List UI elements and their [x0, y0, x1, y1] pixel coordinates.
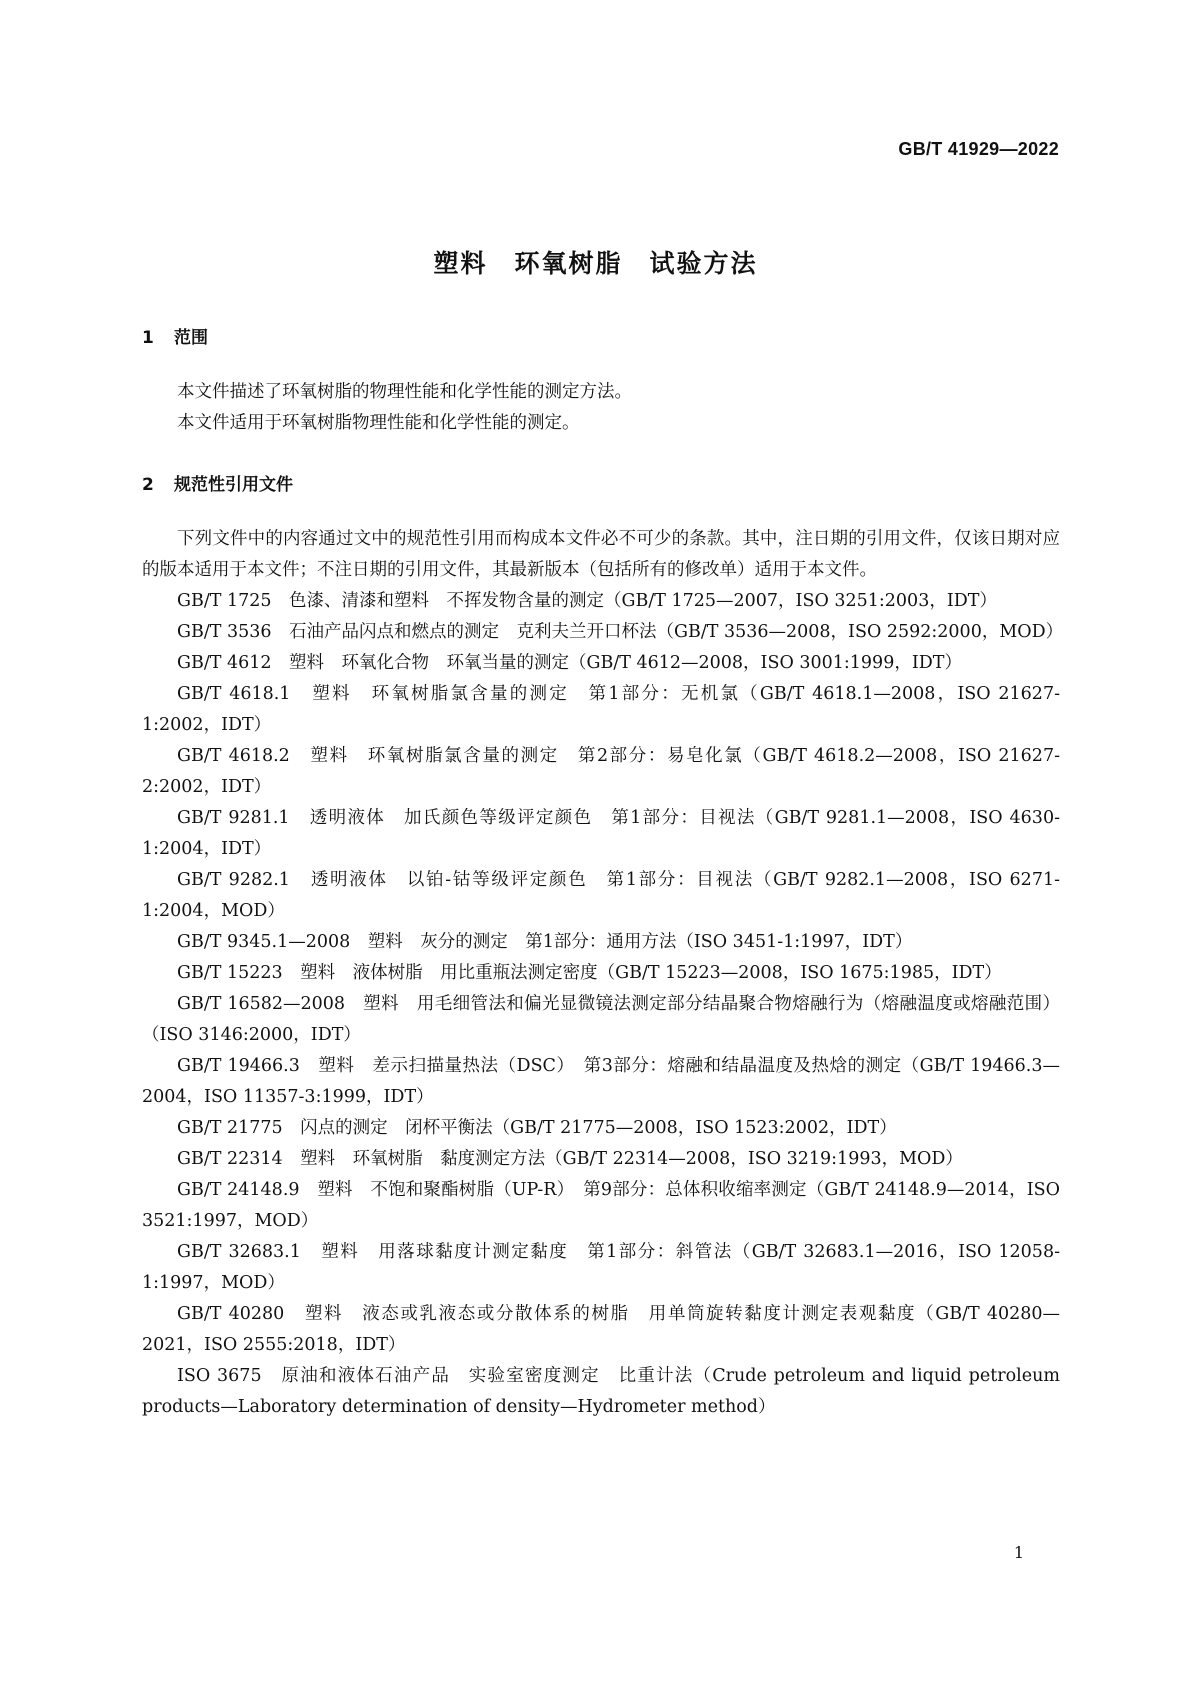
section-title: 规范性引用文件 — [174, 475, 293, 495]
section-title: 范围 — [174, 328, 208, 348]
reference-item: GB/T 16582—2008 塑料 用毛细管法和偏光显微镜法测定部分结晶聚合物熔融行为（熔融温度或熔融范围）（ISO 3146:2000，IDT） — [142, 994, 1060, 1045]
reference-list — [142, 586, 1064, 1423]
section-number: 1 — [142, 328, 154, 348]
reference-item: GB/T 24148.9 塑料 不饱和聚酯树脂（UP-R） 第9部分：总体积收缩率测定（GB/T 24148.9—2014，ISO 3521:1997，MOD） — [142, 1180, 1060, 1231]
reference-item: GB/T 19466.3 塑料 差示扫描量热法（DSC） 第3部分：熔融和结晶温度及热焓的测定（GB/T 19466.3—2004，ISO 11357-3:1999，IDT） — [142, 1056, 1060, 1107]
reference-item: GB/T 4618.1 塑料 环氧树脂氯含量的测定 第1部分：无机氯（GB/T 4618.1—2008，ISO 21627-1:2002，IDT） — [142, 684, 1060, 735]
reference-item: GB/T 1725 色漆、清漆和塑料 不挥发物含量的测定（GB/T 1725—2007，ISO 3251:2003，IDT） — [177, 591, 997, 611]
paragraph: 本文件描述了环氧树脂的物理性能和化学性能的测定方法。 — [177, 382, 632, 402]
reference-item: GB/T 22314 塑料 环氧树脂 黏度测定方法（GB/T 22314—2008，ISO 3219:1993，MOD） — [177, 1149, 963, 1169]
standard-number: GB/T 41929—2022 — [898, 139, 1059, 159]
reference-item: GB/T 9281.1 透明液体 加氏颜色等级评定颜色 第1部分：目视法（GB/T 9281.1—2008，ISO 4630-1:2004，IDT） — [142, 808, 1060, 859]
paragraph: 本文件适用于环氧树脂物理性能和化学性能的测定。 — [177, 413, 580, 433]
reference-item: GB/T 9282.1 透明液体 以铂-钴等级评定颜色 第1部分：目视法（GB/T 9282.1—2008，ISO 6271-1:2004，MOD） — [142, 870, 1060, 921]
reference-item: GB/T 4618.2 塑料 环氧树脂氯含量的测定 第2部分：易皂化氯（GB/T 4618.2—2008，ISO 21627-2:2002，IDT） — [142, 746, 1060, 797]
reference-item: GB/T 21775 闪点的测定 闭杯平衡法（GB/T 21775—2008，ISO 1523:2002，IDT） — [177, 1118, 897, 1138]
section-2-body — [142, 524, 1064, 1423]
document-title: 塑料 环氧树脂 试验方法 — [433, 249, 758, 278]
reference-item: GB/T 3536 石油产品闪点和燃点的测定 克利夫兰开口杯法（GB/T 3536—2008，ISO 2592:2000，MOD） — [177, 622, 1064, 642]
section-1-body — [142, 377, 1060, 439]
page-number: 1 — [1013, 1543, 1024, 1562]
reference-item: GB/T 40280 塑料 液态或乳液态或分散体系的树脂 用单筒旋转黏度计测定表观黏度（GB/T 40280—2021，ISO 2555:2018，IDT） — [142, 1304, 1060, 1355]
reference-item: GB/T 4612 塑料 环氧化合物 环氧当量的测定（GB/T 4612—2008，ISO 3001:1999，IDT） — [177, 653, 962, 673]
reference-item: GB/T 32683.1 塑料 用落球黏度计测定黏度 第1部分：斜管法（GB/T 32683.1—2016，ISO 12058-1:1997，MOD） — [142, 1242, 1060, 1293]
reference-item: ISO 3675 原油和液体石油产品 实验室密度测定 比重计法（Crude petroleum and liquid petroleum products—Laboratory determination of density—Hydrometer method） — [142, 1366, 1060, 1417]
section-2-heading — [142, 470, 293, 495]
intro-paragraph: 下列文件中的内容通过文中的规范性引用而构成本文件必不可少的条款。其中，注日期的引用文件，仅该日期对应的版本适用于本文件；不注日期的引用文件，其最新版本（包括所有的修改单）适用于本文件。 — [142, 529, 1060, 580]
section-1-heading — [142, 323, 208, 348]
reference-item: GB/T 15223 塑料 液体树脂 用比重瓶法测定密度（GB/T 15223—2008，ISO 1675:1985，IDT） — [177, 963, 1002, 983]
reference-item: GB/T 9345.1—2008 塑料 灰分的测定 第1部分：通用方法（ISO 3451-1:1997，IDT） — [177, 932, 913, 952]
section-number: 2 — [142, 475, 154, 495]
